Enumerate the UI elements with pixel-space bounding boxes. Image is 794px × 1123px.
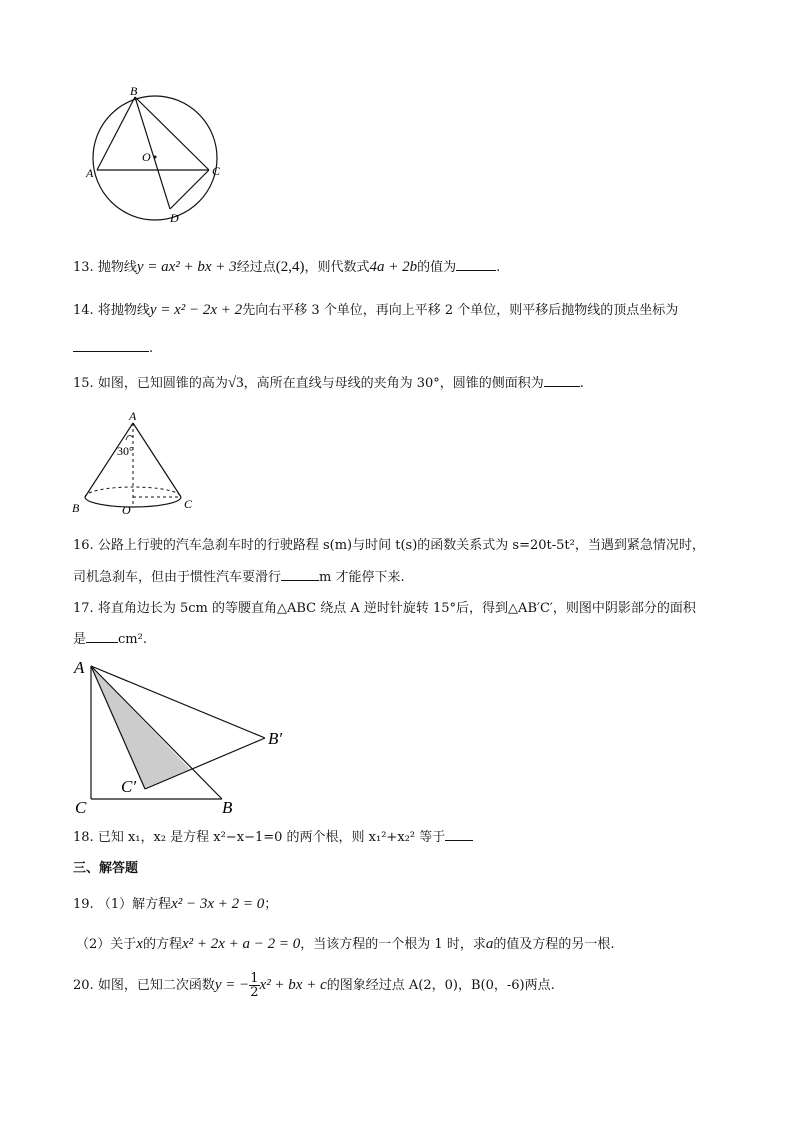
- q14-end: .: [149, 341, 154, 356]
- q13-answer-blank[interactable]: [456, 258, 496, 271]
- q13-text-mid: 经过点: [236, 260, 276, 275]
- label-d: D: [170, 211, 179, 225]
- q15-answer-blank[interactable]: [544, 374, 580, 387]
- q14-number: 14.: [73, 303, 94, 318]
- cone-figure: [66, 408, 196, 520]
- q18-answer-blank[interactable]: [445, 828, 473, 841]
- q13-text-pre: 抛物线: [97, 260, 137, 275]
- q14-text-post: 先向右平移 3 个单位，再向上平移 2 个单位，则平移后抛物线的顶点坐标为: [242, 303, 679, 318]
- q17-number: 17.: [73, 601, 94, 616]
- cone-slant-right: [133, 423, 181, 497]
- cone-slant-left: [85, 423, 133, 497]
- q13-equation: y = ax² + bx + 3: [136, 259, 237, 275]
- tri-label-b-prime: B′: [268, 729, 283, 748]
- q14-text-pre: 将抛物线: [97, 303, 150, 318]
- q20-fraction: [249, 972, 259, 999]
- cone-label-b: B: [72, 501, 80, 515]
- q20-number: 20.: [73, 978, 94, 993]
- q16-text-line2b: m 才能停下来.: [319, 570, 405, 585]
- q13-expression: 4a + 2b: [369, 259, 418, 275]
- q14-answer-blank[interactable]: [73, 339, 149, 352]
- cone-label-a: A: [129, 409, 137, 423]
- q13-text-post: 的值为: [417, 260, 457, 275]
- q15-text-post: ，高所在直线与母线的夹角为 30°，圆锥的侧面积为: [243, 376, 544, 391]
- q19-part1-end: ；: [264, 897, 278, 912]
- question-14-cont: [73, 339, 153, 358]
- q19-part1-equation: x² − 3x + 2 = 0: [171, 896, 265, 912]
- q19-part2-var-a: a: [485, 936, 494, 952]
- question-17: [73, 600, 696, 618]
- q20-frac-denominator: 2: [250, 985, 259, 1000]
- q18-text: 已知 x₁，x₂ 是方程 x²−x−1=0 的两个根，则 x₁²+x₂² 等于: [97, 830, 446, 845]
- question-15: [73, 374, 584, 393]
- cone-label-c: C: [184, 497, 193, 511]
- cone-label-o: O: [122, 503, 131, 517]
- q17-text-line2a: 是: [73, 632, 87, 647]
- q17-text-line1: 将直角边长为 5cm 的等腰直角△ABC 绕点 A 逆时针旋转 15°后，得到△AB′C′，则图中阴影部分的面积: [97, 601, 696, 616]
- q16-text-line1: 公路上行驶的汽车急刹车时的行驶路程 s(m)与时间 t(s)的函数关系式为 s=20t-5t²，当遇到紧急情况时，: [97, 538, 705, 553]
- q20-frac-numerator: 1: [250, 971, 259, 986]
- segment-ab: [97, 97, 135, 170]
- q15-end: .: [579, 376, 584, 391]
- q16-answer-blank[interactable]: [281, 568, 319, 581]
- q18-number: 18.: [73, 830, 94, 845]
- question-19-part2: [76, 935, 614, 954]
- q15-sqrt: √3: [227, 375, 244, 391]
- label-o: O: [142, 150, 151, 164]
- question-20: [73, 972, 555, 999]
- q20-text-pre: 如图，已知二次函数: [97, 978, 215, 993]
- question-16-cont: [73, 568, 405, 587]
- label-c: C: [212, 164, 221, 178]
- q13-point: (2,4): [275, 259, 305, 275]
- label-a: A: [86, 166, 94, 180]
- q17-answer-blank[interactable]: [86, 630, 118, 643]
- question-16: [73, 537, 705, 555]
- q13-text-mid2: ，则代数式: [304, 260, 370, 275]
- circle-figure: [80, 82, 230, 232]
- label-b: B: [130, 84, 138, 98]
- tri-label-c: C: [75, 798, 87, 817]
- section-3-heading: 三、解答题: [73, 861, 139, 876]
- q19-part1-pre: （1）解方程: [97, 897, 172, 912]
- q19-number: 19.: [73, 897, 94, 912]
- q19-part2-mid: 的方程: [142, 937, 182, 952]
- tri-label-a: A: [74, 658, 85, 677]
- q16-number: 16.: [73, 538, 94, 553]
- segment-cd: [170, 170, 209, 209]
- q17-text-line2b: cm².: [118, 632, 147, 647]
- cone-label-angle: 30°: [117, 444, 134, 458]
- shaded-region: [91, 666, 190, 789]
- q20-eq-lhs: y = −: [214, 977, 250, 993]
- cone-angle-mark: [126, 436, 133, 440]
- question-18: [73, 828, 473, 847]
- q13-number: 13.: [73, 260, 94, 275]
- question-14: [73, 301, 678, 320]
- question-13: [73, 258, 500, 277]
- q19-part2-var-x: x: [136, 936, 143, 952]
- q20-eq-rhs: x² + bx + c: [259, 977, 327, 993]
- tri-label-b: B: [222, 798, 233, 817]
- q19-part2-end: 的值及方程的另一根.: [493, 937, 615, 952]
- tri-label-c-prime: C′: [121, 777, 137, 796]
- q15-number: 15.: [73, 376, 94, 391]
- q13-end: .: [496, 260, 501, 275]
- center-point: [154, 156, 157, 159]
- q19-part2-post: ，当该方程的一个根为 1 时，求: [300, 937, 486, 952]
- question-19: [73, 895, 277, 914]
- q14-equation: y = x² − 2x + 2: [149, 302, 243, 318]
- q16-text-line2a: 司机急刹车，但由于惯性汽车要滑行: [73, 570, 282, 585]
- q15-text-pre: 如图，已知圆锥的高为: [97, 376, 228, 391]
- q19-part2-pre: （2）关于: [76, 937, 137, 952]
- q20-text-post: 的图象经过点 A(2，0)，B(0，-6)两点.: [326, 978, 555, 993]
- q19-part2-equation: x² + 2x + a − 2 = 0: [181, 936, 301, 952]
- question-17-cont: [73, 630, 147, 649]
- triangle-figure: [70, 654, 300, 820]
